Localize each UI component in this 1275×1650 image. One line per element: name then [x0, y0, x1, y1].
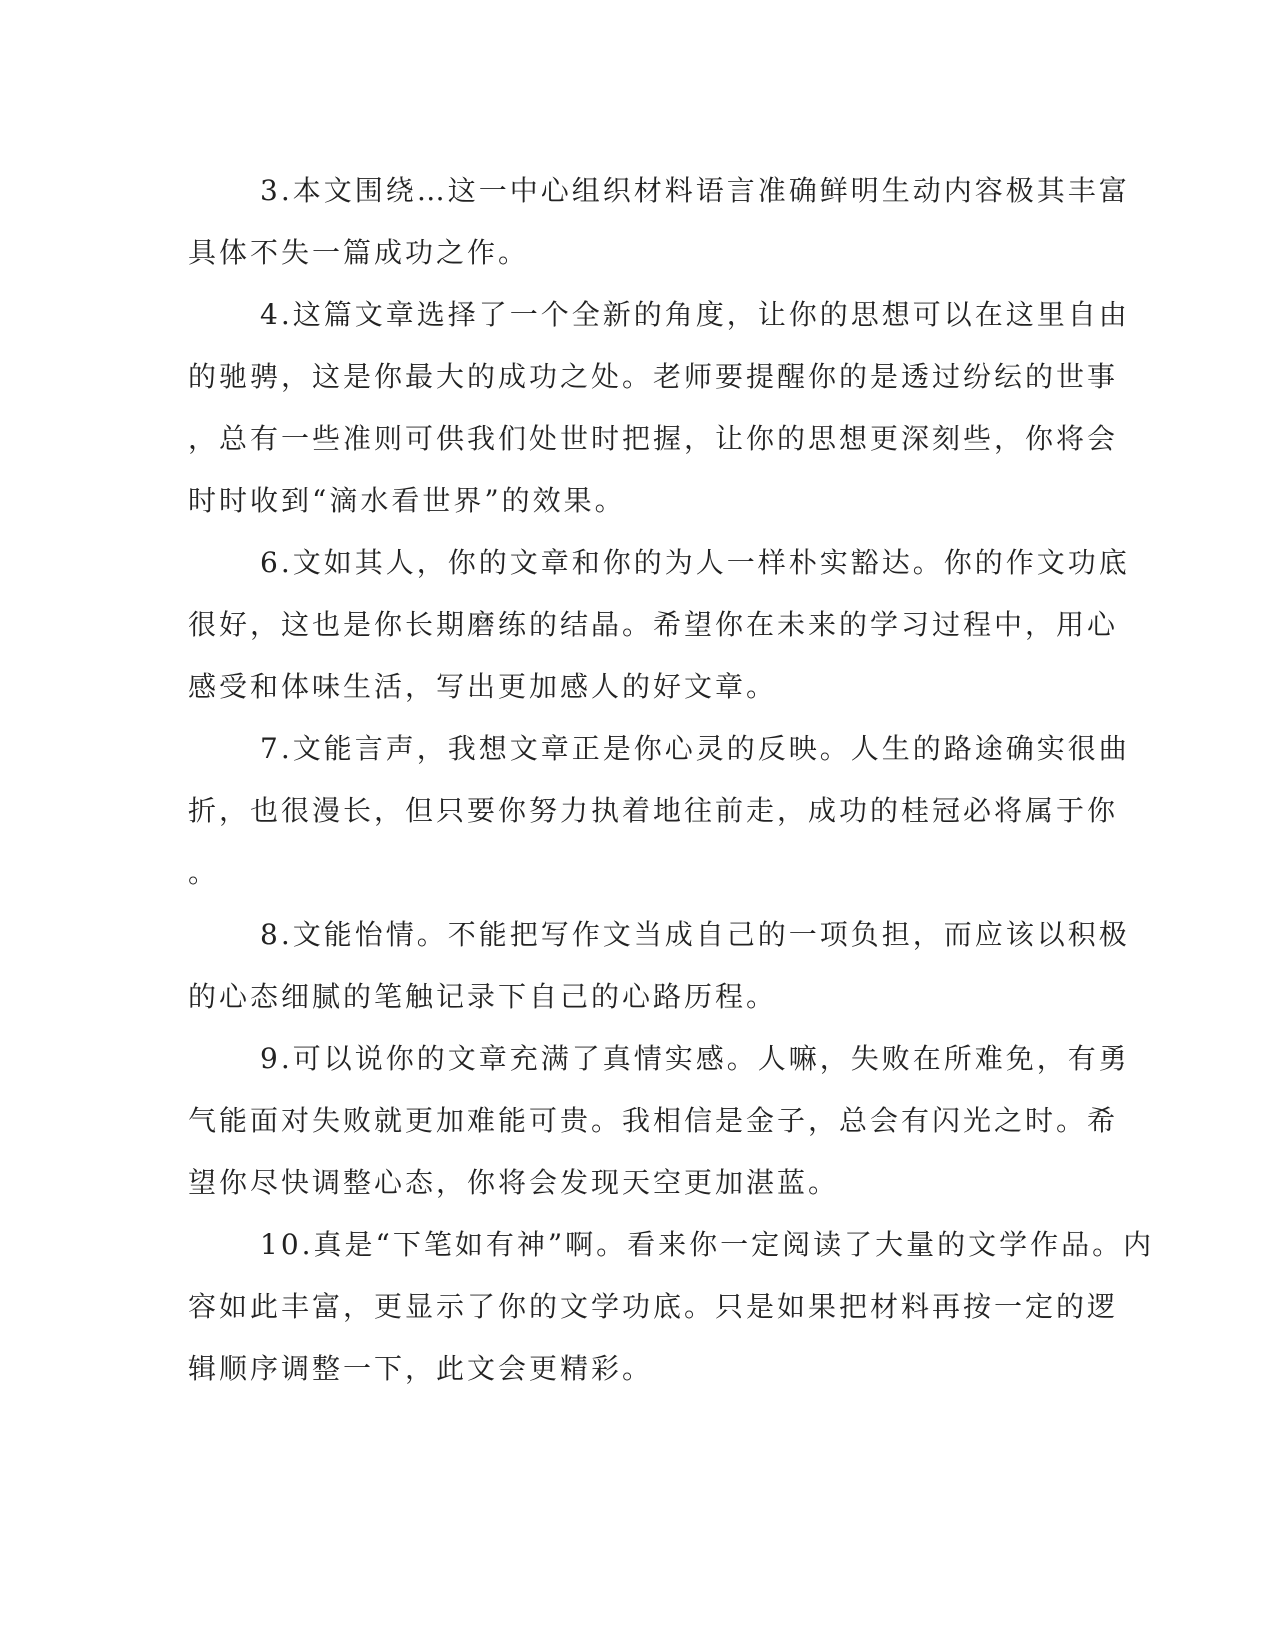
- paragraph-9: [188, 1028, 1130, 1214]
- paragraph-line: 10.真是“下笔如有神”啊。看来你一定阅读了大量的文学作品。内: [260, 1228, 1155, 1261]
- paragraph-line: 折，也很漫长，但只要你努力执着地往前走，成功的桂冠必将属于你: [188, 794, 1119, 827]
- paragraph-line: 具体不失一篇成功之作。: [188, 236, 530, 269]
- paragraph-line: 。: [188, 856, 220, 889]
- paragraph-line: 9.可以说你的文章充满了真情实感。人嘛，失败在所难免，有勇: [260, 1042, 1130, 1075]
- paragraph-line: 6.文如其人，你的文章和你的为人一样朴实豁达。你的作文功底: [260, 546, 1130, 579]
- paragraph-10: [188, 1214, 1155, 1400]
- paragraph-line: 气能面对失败就更加难能可贵。我相信是金子，总会有闪光之时。希: [188, 1104, 1119, 1137]
- paragraph-line: 4.这篇文章选择了一个全新的角度，让你的思想可以在这里自由: [260, 298, 1130, 331]
- paragraph-line: 辑顺序调整一下，此文会更精彩。: [188, 1352, 654, 1385]
- paragraph-line: 时时收到“滴水看世界”的效果。: [188, 484, 626, 517]
- paragraph-7: [188, 718, 1130, 904]
- paragraph-4: [188, 284, 1130, 532]
- paragraph-line: ，总有一些准则可供我们处世时把握，让你的思想更深刻些，你将会: [188, 422, 1119, 455]
- paragraph-line: 感受和体味生活，写出更加感人的好文章。: [188, 670, 778, 703]
- paragraph-line: 望你尽快调整心态，你将会发现天空更加湛蓝。: [188, 1166, 840, 1199]
- paragraph-line: 容如此丰富，更显示了你的文学功底。只是如果把材料再按一定的逻: [188, 1290, 1119, 1323]
- document-body: [188, 160, 1155, 1400]
- paragraph-line: 8.文能怡情。不能把写作文当成自己的一项负担，而应该以积极: [260, 918, 1130, 951]
- paragraph-line: 很好，这也是你长期磨练的结晶。希望你在未来的学习过程中，用心: [188, 608, 1119, 641]
- paragraph-line: 7.文能言声，我想文章正是你心灵的反映。人生的路途确实很曲: [260, 732, 1130, 765]
- paragraph-8: [188, 904, 1130, 1028]
- paragraph-6: [188, 532, 1130, 718]
- paragraph-3: [188, 160, 1130, 284]
- paragraph-line: 的心态细腻的笔触记录下自己的心路历程。: [188, 980, 778, 1013]
- paragraph-line: 3.本文围绕…这一中心组织材料语言准确鲜明生动内容极其丰富: [260, 174, 1130, 207]
- paragraph-line: 的驰骋，这是你最大的成功之处。老师要提醒你的是透过纷纭的世事: [188, 360, 1119, 393]
